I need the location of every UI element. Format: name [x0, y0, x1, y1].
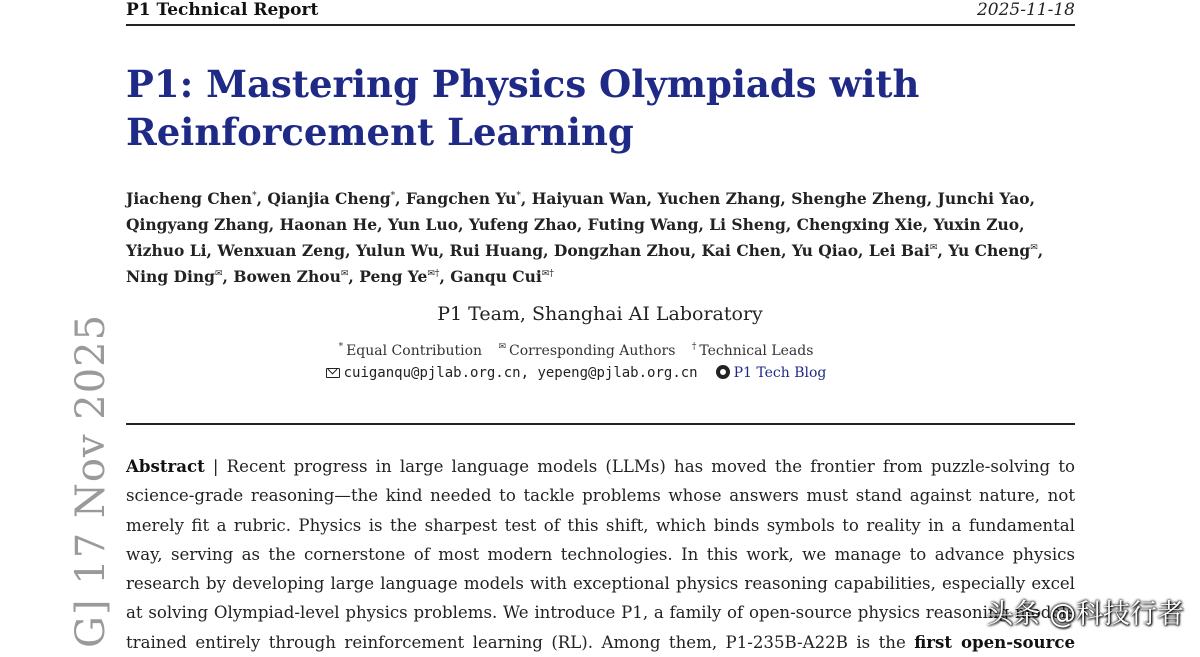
- abstract-line: way, serving as the cornerstone of most modern technologies. In this work, we manage to advance physics: [126, 544, 1075, 564]
- abstract-emphasis: first open-source: [914, 631, 1075, 652]
- author-name: Futing Wang: [587, 215, 699, 234]
- author-name: Yu Cheng: [948, 241, 1031, 260]
- note-text: Corresponding Authors: [509, 342, 676, 359]
- author-name: Haiyuan Wan: [531, 189, 647, 208]
- note-corresponding-authors: [498, 343, 675, 359]
- author-name: Yun Luo: [387, 215, 459, 234]
- author-name: Peng Ye: [359, 267, 428, 286]
- author-name: Yulun Wu: [355, 241, 439, 260]
- author-notes: [0, 337, 1152, 361]
- author-name: Li Sheng: [709, 215, 786, 234]
- report-header: [126, 0, 1075, 26]
- author-line: Yizhuo Li, Wenxuan Zeng, Yulun Wu, Rui Huang, Dongzhan Zhou, Kai Chen, Yu Qiao, Lei Bai✉, Yu Cheng✉,: [126, 241, 1044, 260]
- author-name: Rui Huang: [449, 241, 544, 260]
- author-affiliation-mark: ✉†: [427, 268, 440, 279]
- tech-blog-link[interactable]: P1 Tech Blog: [733, 365, 827, 381]
- author-line: Ning Ding✉, Bowen Zhou✉, Peng Ye✉†, Ganqu Cui✉†: [126, 267, 554, 286]
- author-affiliation-mark: *: [252, 190, 257, 201]
- abstract-line: at solving Olympiad-level physics problems. We introduce P1, a family of open-source physics reasoning models: [126, 603, 1075, 623]
- note-equal-contribution: [339, 343, 482, 359]
- author-line: Jiacheng Chen*, Qianjia Cheng*, Fangchen Yu*, Haiyuan Wan, Yuchen Zhang, Shenghe Zheng, Junchi Yao,: [126, 189, 1036, 208]
- author-name: Yuchen Zhang: [657, 189, 781, 208]
- abstract-text: Recent progress in large language models (LLMs) has moved the frontier from puzzle-solving to: [226, 457, 1075, 476]
- abstract-line: [126, 628, 1075, 657]
- abstract-line: science-grade reasoning—the kind needed to tackle problems whose answers must stand against nature, not: [126, 486, 1075, 506]
- author-affiliation-mark: ✉: [929, 242, 938, 253]
- contact-emails[interactable]: cuiganqu@pjlab.org.cn, yepeng@pjlab.org.cn: [343, 365, 698, 381]
- abstract-line: research by developing large language models with exceptional physics reasoning capabilities, especially excel: [126, 574, 1075, 594]
- author-name: Fangchen Yu: [405, 189, 517, 208]
- author-name: Shenghe Zheng: [791, 189, 927, 208]
- author-name: Wenxuan Zeng: [217, 241, 346, 260]
- abstract-line: merely fit a rubric. Physics is the sharpest test of this shift, which binds symbols to reality in a fundamental: [126, 515, 1075, 535]
- envelope-icon: [326, 368, 340, 378]
- author-affiliation-mark: *: [516, 190, 521, 201]
- author-name: Lei Bai: [868, 241, 930, 260]
- author-name: Yuxin Zuo: [933, 215, 1020, 234]
- author-list: [126, 186, 1086, 290]
- report-date: 2025-11-18: [976, 0, 1075, 20]
- author-name: Yu Qiao: [791, 241, 859, 260]
- author-name: Ganqu Cui: [450, 267, 542, 286]
- author-name: Dongzhan Zhou: [553, 241, 691, 260]
- source-watermark: 头条 @科技行者: [986, 599, 1184, 630]
- author-name: Ning Ding: [126, 267, 215, 286]
- author-affiliation-mark: ✉: [215, 268, 223, 279]
- report-type-label: P1 Technical Report: [126, 0, 319, 20]
- author-name: Qianjia Cheng: [267, 189, 391, 208]
- github-icon: [716, 365, 730, 379]
- author-line: Qingyang Zhang, Haonan He, Yun Luo, Yufeng Zhao, Futing Wang, Li Sheng, Chengxing Xie, Yuxin Zuo,: [126, 215, 1025, 234]
- author-affiliation-mark: ✉†: [541, 268, 554, 279]
- abstract: [126, 452, 1075, 657]
- author-name: Haonan He: [279, 215, 378, 234]
- abstract-text: trained entirely through reinforcement learning (RL). Among them, P1-235B-A22B is the: [126, 632, 915, 652]
- author-name: Yizhuo Li: [126, 241, 207, 260]
- author-affiliation-mark: *: [390, 190, 396, 201]
- note-technical-leads: [692, 343, 814, 359]
- abstract-line: [126, 452, 1075, 481]
- paper-title: [126, 60, 1026, 156]
- abstract-label: Abstract: [126, 456, 205, 476]
- note-text: Technical Leads: [699, 342, 814, 359]
- author-name: Kai Chen: [701, 241, 782, 260]
- abstract-divider: [126, 423, 1075, 425]
- author-name: Chengxing Xie: [796, 215, 923, 234]
- author-affiliation-mark: ✉: [340, 268, 349, 279]
- note-symbol: †: [691, 342, 697, 352]
- paper-title-line-1: P1: Mastering Physics Olympiads with: [126, 62, 920, 106]
- note-text: Equal Contribution: [346, 342, 483, 359]
- paper-title-line-2: Reinforcement Learning: [126, 110, 634, 154]
- note-symbol: *: [338, 342, 344, 352]
- contact-line: [0, 362, 1152, 384]
- author-affiliation-mark: ✉: [1030, 242, 1038, 253]
- author-name: Junchi Yao: [937, 189, 1030, 208]
- author-name: Bowen Zhou: [233, 267, 341, 286]
- note-symbol: ✉: [498, 342, 507, 352]
- arxiv-side-stamp: G] 17 Nov 2025: [68, 313, 114, 648]
- abstract-separator: |: [204, 457, 227, 476]
- author-name: Qingyang Zhang: [126, 215, 269, 234]
- author-name: Jiacheng Chen: [126, 189, 253, 208]
- affiliation: P1 Team, Shanghai AI Laboratory: [437, 303, 763, 325]
- author-name: Yufeng Zhao: [468, 215, 577, 234]
